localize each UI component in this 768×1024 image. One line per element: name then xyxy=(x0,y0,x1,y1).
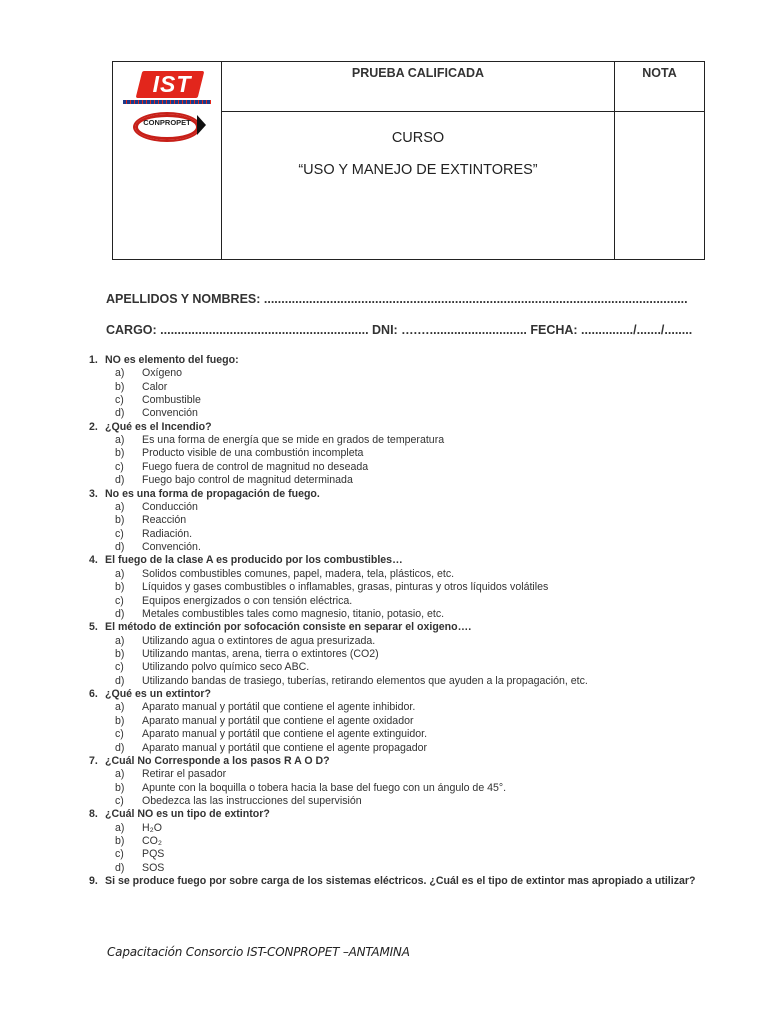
option-letter: c) xyxy=(115,661,124,674)
question-number: 3. xyxy=(89,487,98,500)
answer-option[interactable] xyxy=(89,528,709,541)
question-number: 1. xyxy=(89,354,98,366)
question-title xyxy=(89,875,709,889)
option-letter: c) xyxy=(115,460,124,473)
question-3 xyxy=(89,488,709,555)
option-letter: a) xyxy=(115,500,125,513)
test-title-cell xyxy=(222,62,615,112)
question-text: NO es elemento del fuego: xyxy=(105,354,239,366)
option-text: Producto visible de una combustión incompleta xyxy=(142,447,364,460)
answer-option[interactable] xyxy=(89,782,709,795)
question-text: Si se produce fuego por sobre carga de los sistemas eléctricos. ¿Cuál es el tipo de extintor mas apropiado a utilizar? xyxy=(105,875,696,888)
course-cell xyxy=(222,112,615,260)
answer-option[interactable] xyxy=(89,715,709,728)
answer-option[interactable] xyxy=(89,595,709,608)
footer: Capacitación Consorcio IST-CONPROPET –ANTAMINA xyxy=(107,945,410,959)
option-letter: d) xyxy=(115,607,125,620)
question-title xyxy=(89,755,709,768)
question-text: El método de extinción por sofocación consiste en separar el oxigeno…. xyxy=(105,621,472,634)
option-letter: d) xyxy=(115,541,125,554)
option-text: Utilizando polvo químico seco ABC. xyxy=(142,661,310,674)
answer-option[interactable] xyxy=(89,862,709,875)
answer-option[interactable] xyxy=(89,701,709,714)
answer-option[interactable] xyxy=(89,835,709,848)
option-letter: b) xyxy=(115,647,125,660)
header-table xyxy=(112,61,705,260)
option-text: Calor xyxy=(142,380,168,393)
question-number: 7. xyxy=(89,754,98,767)
answer-option[interactable] xyxy=(89,501,709,514)
answer-option[interactable] xyxy=(89,675,709,688)
option-letter: d) xyxy=(115,474,125,487)
question-title xyxy=(89,421,709,434)
option-text: Reacción xyxy=(142,514,187,527)
ist-logo-text: IST xyxy=(152,71,192,97)
option-letter: d) xyxy=(115,407,125,420)
option-text: Combustible xyxy=(142,394,201,407)
option-letter: a) xyxy=(115,434,125,447)
course-label: CURSO xyxy=(391,130,445,146)
option-letter: d) xyxy=(115,861,125,874)
option-text: SOS xyxy=(142,861,165,874)
answer-option[interactable] xyxy=(89,514,709,527)
question-5 xyxy=(89,621,709,688)
question-text: El fuego de la clase A es producido por los combustibles… xyxy=(105,554,403,567)
option-text: Aparato manual y portátil que contiene el agente propagador xyxy=(142,741,428,754)
answer-option[interactable] xyxy=(89,541,709,554)
option-text: Conducción xyxy=(142,500,198,513)
question-title xyxy=(89,554,709,567)
option-letter: b) xyxy=(115,714,125,727)
ist-logo-subtitle-strip xyxy=(123,100,211,104)
question-number: 9. xyxy=(89,875,98,888)
question-1 xyxy=(89,354,709,421)
answer-option[interactable] xyxy=(89,768,709,781)
question-number: 8. xyxy=(89,808,98,821)
question-number: 2. xyxy=(89,420,98,433)
question-4 xyxy=(89,554,709,621)
answer-option[interactable] xyxy=(89,822,709,835)
answer-option[interactable] xyxy=(89,447,709,460)
option-letter: a) xyxy=(115,701,125,714)
option-letter: c) xyxy=(115,848,124,861)
option-text: CO₂ xyxy=(142,835,163,847)
answer-option[interactable] xyxy=(89,461,709,474)
question-title xyxy=(89,808,709,821)
option-letter: a) xyxy=(115,768,125,781)
grade-label: NOTA xyxy=(642,66,677,80)
answer-option[interactable] xyxy=(89,848,709,861)
option-letter: b) xyxy=(115,781,125,794)
option-text: Utilizando mantas, arena, tierra o extintores (CO2) xyxy=(142,647,379,660)
option-text: Aparato manual y portátil que contiene el agente oxidador xyxy=(142,714,414,727)
names-field[interactable]: APELLIDOS Y NOMBRES: .......................................................................................................................... xyxy=(106,292,688,306)
option-text: Es una forma de energía que se mide en grados de temperatura xyxy=(142,434,445,447)
answer-option[interactable] xyxy=(89,635,709,648)
course-name: “USO Y MANEJO DE EXTINTORES” xyxy=(298,162,538,178)
answer-option[interactable] xyxy=(89,474,709,487)
option-letter: d) xyxy=(115,674,125,687)
option-text: Retirar el pasador xyxy=(142,768,227,781)
option-letter: a) xyxy=(115,634,125,647)
option-text: Líquidos y gases combustibles o inflamables, grasas, pinturas y otros líquidos volátiles xyxy=(142,581,549,594)
option-letter: c) xyxy=(115,728,124,741)
answer-option[interactable] xyxy=(89,394,709,407)
option-letter: a) xyxy=(115,367,125,380)
option-letter: b) xyxy=(115,380,125,393)
option-letter: d) xyxy=(115,741,125,754)
option-text: Aparato manual y portátil que contiene el agente inhibidor. xyxy=(142,701,416,714)
question-list xyxy=(89,354,709,889)
grade-box[interactable] xyxy=(615,112,705,260)
question-text: ¿Qué es un extintor? xyxy=(105,688,211,701)
option-text: Radiación. xyxy=(142,527,193,540)
question-title xyxy=(89,488,709,501)
question-text: ¿Qué es el Incendio? xyxy=(105,420,212,433)
option-text: Fuego fuera de control de magnitud no deseada xyxy=(142,460,369,473)
option-text: PQS xyxy=(142,848,165,861)
cargo-dni-date-field[interactable]: CARGO: ............................................................ DNI: ….…............................ FECHA: .............../......./........ xyxy=(106,323,693,337)
answer-option[interactable] xyxy=(89,407,709,420)
option-letter: c) xyxy=(115,794,124,807)
option-letter: c) xyxy=(115,527,124,540)
question-2 xyxy=(89,421,709,488)
option-text: Fuego bajo control de magnitud determinada xyxy=(142,474,353,487)
conpropet-logo-text: CONPROPET xyxy=(143,118,191,127)
option-letter: c) xyxy=(115,394,124,407)
option-letter: b) xyxy=(115,514,125,527)
question-9 xyxy=(89,875,709,889)
option-text: Obedezca las las instrucciones del supervisión xyxy=(142,794,362,807)
option-letter: a) xyxy=(115,567,125,580)
answer-option[interactable] xyxy=(89,608,709,621)
answer-option[interactable] xyxy=(89,381,709,394)
option-text: Metales combustibles tales como magnesio, titanio, potasio, etc. xyxy=(142,607,445,620)
answer-option[interactable] xyxy=(89,728,709,741)
question-title xyxy=(89,621,709,634)
question-title xyxy=(89,688,709,701)
option-text: Convención xyxy=(142,407,198,420)
option-letter: b) xyxy=(115,581,125,594)
answer-option[interactable] xyxy=(89,742,709,755)
option-letter: a) xyxy=(115,821,125,834)
question-8 xyxy=(89,808,709,875)
option-text: Utilizando bandas de trasiego, tuberías, retirando elementos que ayuden a la propagación, etc. xyxy=(142,674,588,687)
answer-option[interactable] xyxy=(89,568,709,581)
option-text: Convención. xyxy=(142,541,201,554)
question-number: 5. xyxy=(89,621,98,634)
option-text: Aparato manual y portátil que contiene el agente extinguidor. xyxy=(142,728,428,741)
option-text: Solidos combustibles comunes, papel, madera, tela, plásticos, etc. xyxy=(142,567,455,580)
question-text: ¿Cuál NO es un tipo de extintor? xyxy=(105,808,270,821)
answer-option[interactable] xyxy=(89,434,709,447)
question-text: No es una forma de propagación de fuego. xyxy=(105,487,320,500)
answer-option[interactable] xyxy=(89,367,709,380)
option-text: Equipos energizados o con tensión eléctrica. xyxy=(142,594,353,607)
option-text: Utilizando agua o extintores de agua presurizada. xyxy=(142,634,376,647)
option-letter: b) xyxy=(115,447,125,460)
test-title: PRUEBA CALIFICADA xyxy=(351,66,485,80)
arrow-icon xyxy=(197,115,206,135)
question-title xyxy=(89,354,709,367)
option-letter: c) xyxy=(115,594,124,607)
question-7 xyxy=(89,755,709,808)
question-number: 4. xyxy=(89,554,98,567)
question-6 xyxy=(89,688,709,755)
answer-option[interactable] xyxy=(89,648,709,661)
option-letter: b) xyxy=(115,835,125,847)
answer-option[interactable] xyxy=(89,581,709,594)
logo-cell xyxy=(113,62,222,260)
option-text: Oxígeno xyxy=(142,367,183,380)
option-text: H₂O xyxy=(142,821,163,834)
grade-label-cell xyxy=(615,62,705,112)
answer-option[interactable] xyxy=(89,795,709,808)
option-text: Apunte con la boquilla o tobera hacia la base del fuego con un ángulo de 45°. xyxy=(142,781,507,794)
answer-option[interactable] xyxy=(89,661,709,674)
question-text: ¿Cuál No Corresponde a los pasos R A O D? xyxy=(105,754,330,767)
question-number: 6. xyxy=(89,688,98,701)
conpropet-logo-icon xyxy=(133,112,201,142)
